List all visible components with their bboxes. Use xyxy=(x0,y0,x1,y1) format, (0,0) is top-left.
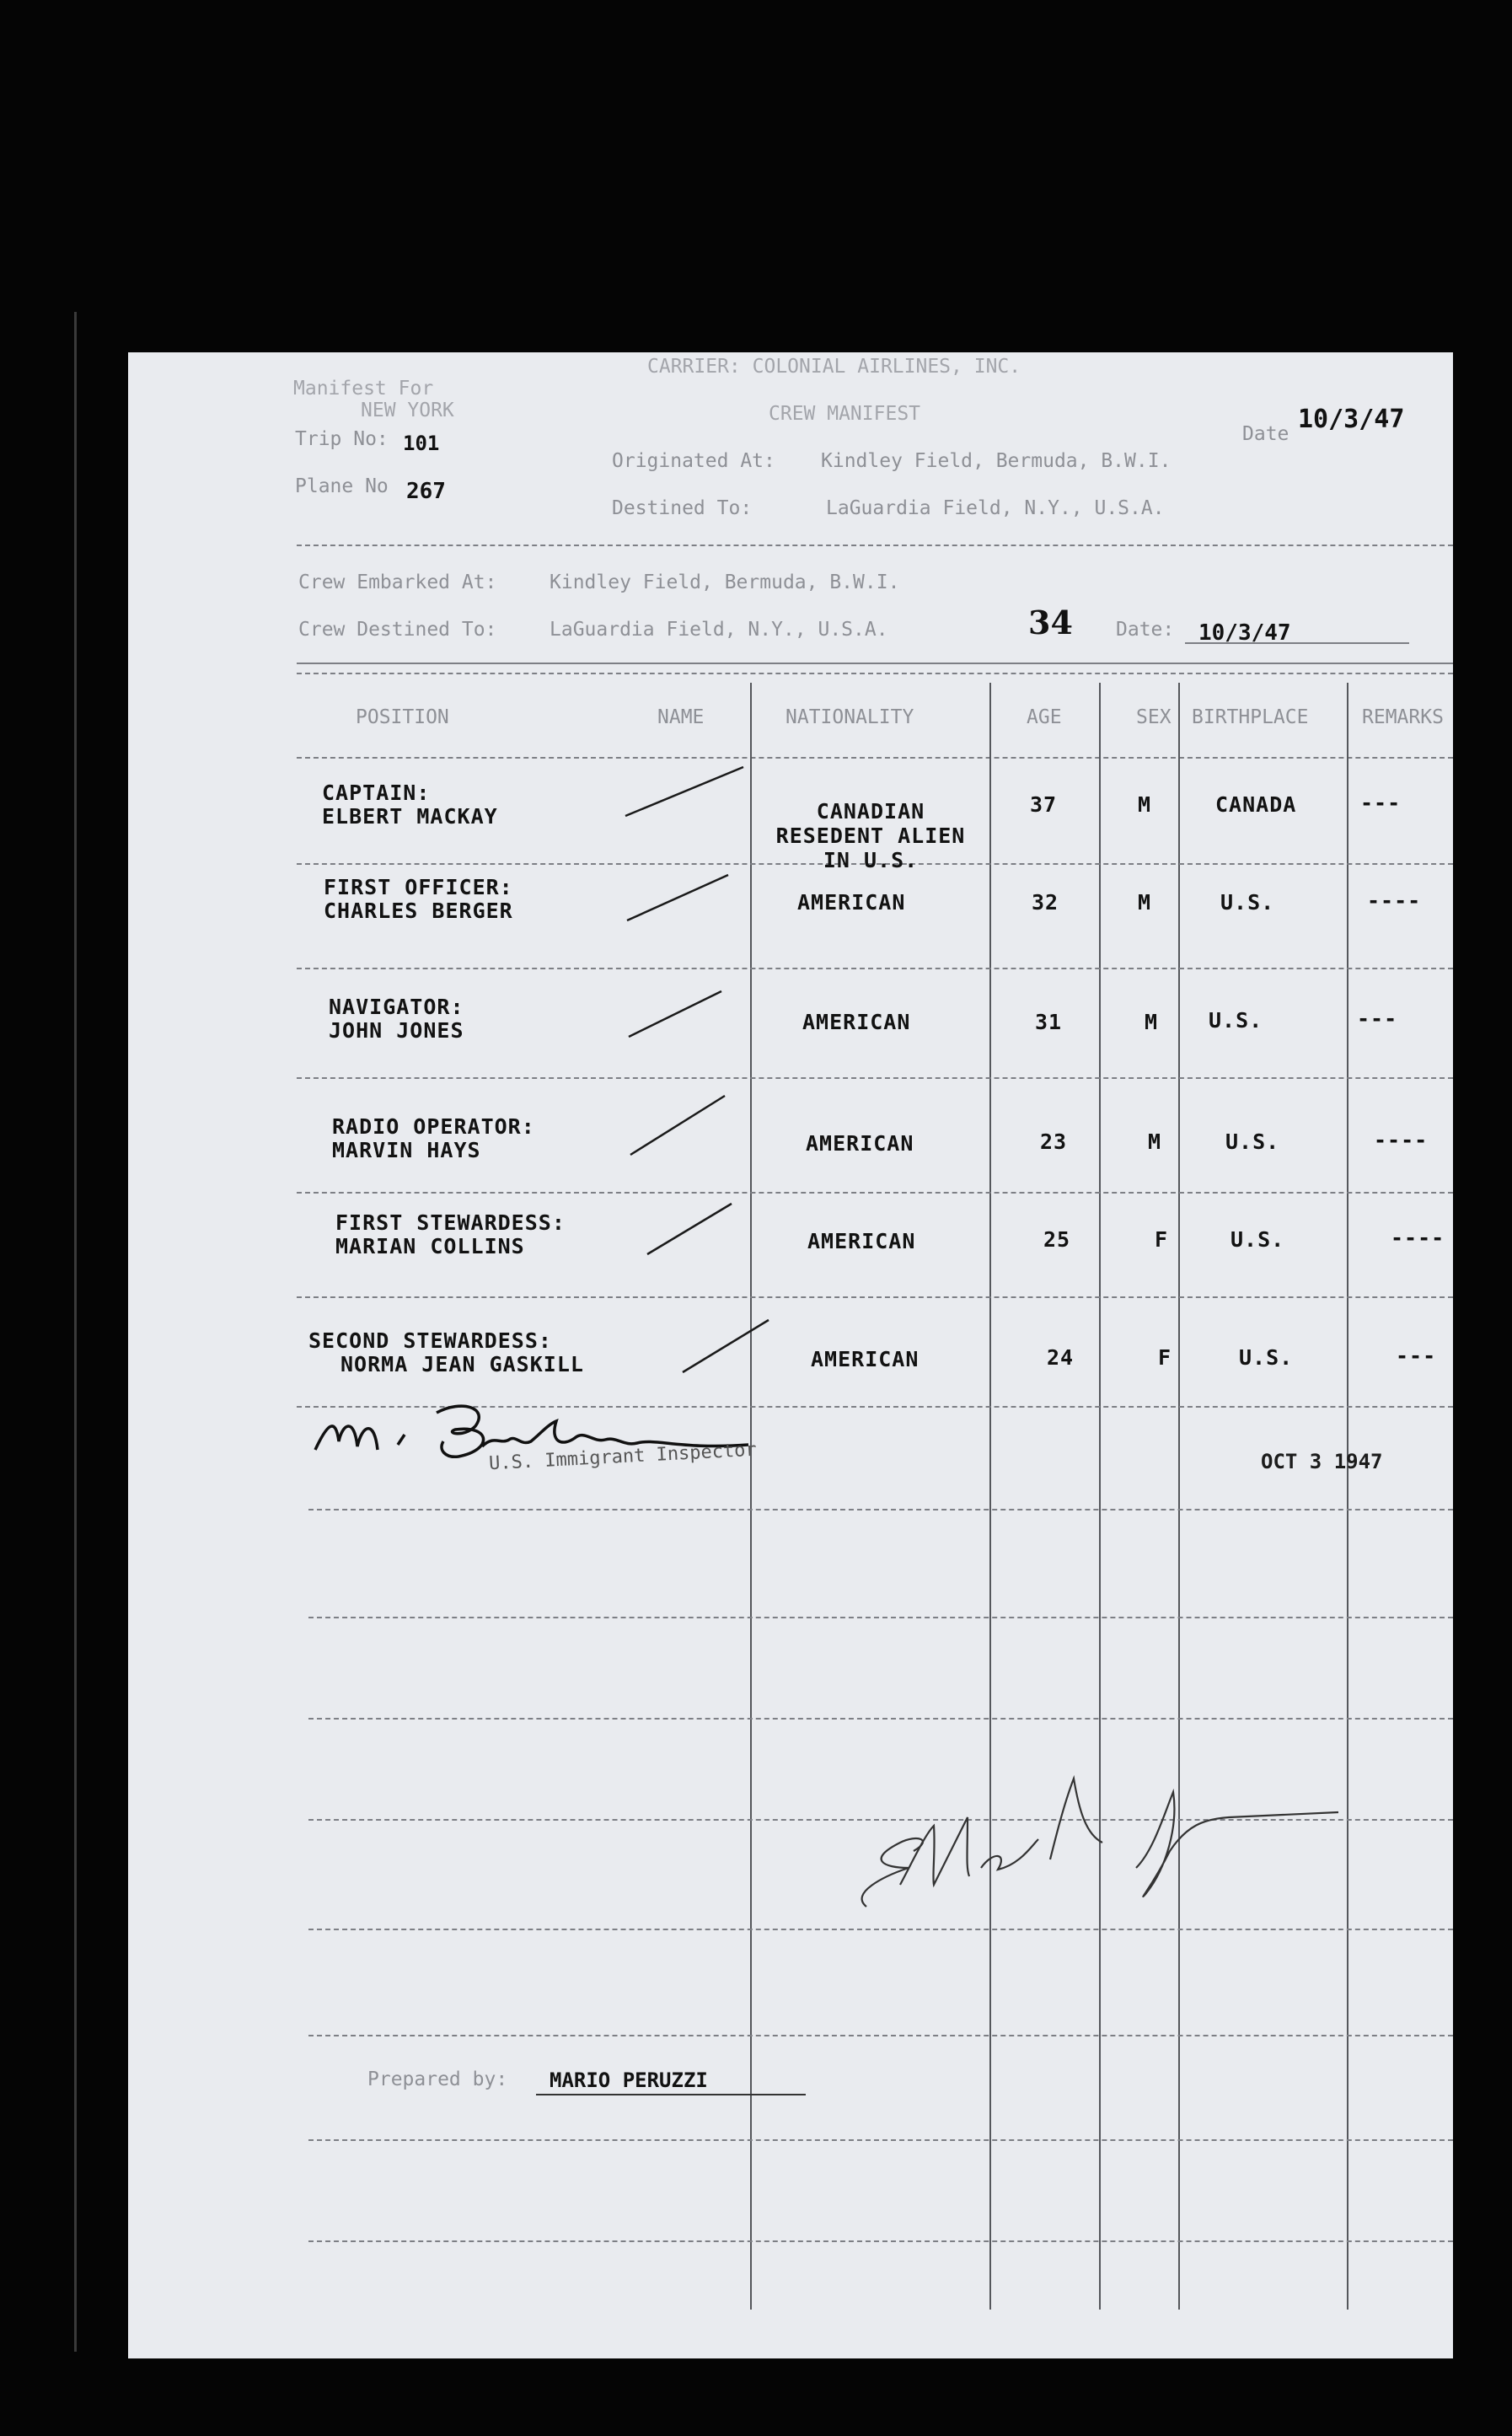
row-age: 32 xyxy=(1032,890,1059,915)
header-name: NAME xyxy=(657,706,705,728)
header-age: AGE xyxy=(1027,706,1062,728)
row-birthplace: CANADA xyxy=(1215,792,1297,817)
trip-no-label: Trip No: xyxy=(295,428,389,450)
row-name: ELBERT MACKAY xyxy=(322,804,498,829)
row-name: JOHN JONES xyxy=(329,1018,464,1043)
row-remarks: --- xyxy=(1396,1344,1437,1368)
row-divider xyxy=(308,2139,1453,2141)
header-position: POSITION xyxy=(356,706,449,728)
row-nationality: AMERICAN xyxy=(807,1229,916,1253)
crew-destined-label: Crew Destined To: xyxy=(298,619,497,641)
column-line-birthplace xyxy=(1347,683,1348,2310)
crew-date-value: 10/3/47 xyxy=(1198,620,1291,646)
row-nationality: AMERICAN xyxy=(806,1131,914,1156)
row-age: 24 xyxy=(1047,1345,1075,1370)
header-remarks: REMARKS xyxy=(1362,706,1444,728)
column-line-age xyxy=(1099,683,1101,2310)
manifest-for-label: Manifest For xyxy=(293,378,434,400)
row-position: SECOND STEWARDESS: xyxy=(308,1328,552,1353)
row-sex: M xyxy=(1138,890,1152,915)
date-label: Date xyxy=(1242,423,1289,445)
row-name: MARVIN HAYS xyxy=(332,1138,481,1162)
row-remarks: --- xyxy=(1360,791,1402,815)
row-remarks: ---- xyxy=(1374,1128,1429,1152)
row-age: 23 xyxy=(1040,1129,1068,1154)
row-sex: F xyxy=(1158,1345,1172,1370)
row-divider xyxy=(308,1718,1453,1720)
row-divider xyxy=(297,1296,1453,1298)
row-divider xyxy=(308,1617,1453,1618)
row-remarks: ---- xyxy=(1391,1226,1445,1250)
row-divider xyxy=(297,1077,1453,1079)
destined-value: LaGuardia Field, N.Y., U.S.A. xyxy=(826,497,1165,519)
row-sex: M xyxy=(1138,792,1152,817)
column-line-nationality xyxy=(989,683,991,2310)
row-nationality: AMERICAN xyxy=(811,1347,920,1371)
row-divider xyxy=(308,2240,1453,2242)
row-sex: M xyxy=(1145,1010,1159,1034)
row-nationality: AMERICAN xyxy=(802,1010,911,1034)
film-edge-line xyxy=(74,312,77,2352)
crew-embarked-label: Crew Embarked At: xyxy=(298,571,497,593)
originated-value: Kindley Field, Bermuda, B.W.I. xyxy=(821,450,1172,472)
row-sex: M xyxy=(1148,1129,1162,1154)
header-underline xyxy=(297,757,1453,759)
inspector-label: U.S. Immigrant Inspector xyxy=(488,1439,758,1475)
row-nationality: AMERICAN xyxy=(797,890,906,915)
row-sex: F xyxy=(1155,1227,1169,1252)
row-nationality: CANADIAN xyxy=(816,799,925,824)
manifest-for-value: NEW YORK xyxy=(361,400,454,421)
captain-signature xyxy=(833,1758,1372,1918)
crew-destined-value: LaGuardia Field, N.Y., U.S.A. xyxy=(550,619,888,641)
header-nationality: NATIONALITY xyxy=(785,706,914,728)
inspector-stamp-date: OCT 3 1947 xyxy=(1261,1450,1383,1473)
table-top-rule xyxy=(297,663,1453,664)
form-title: CREW MANIFEST xyxy=(769,403,921,425)
row-nationality-line3: IN U.S. xyxy=(823,848,919,872)
header-birthplace: BIRTHPLACE xyxy=(1192,706,1309,728)
check-marks xyxy=(617,749,769,1339)
carrier-line: CARRIER: COLONIAL AIRLINES, INC. xyxy=(647,356,1021,378)
row-remarks: ---- xyxy=(1367,888,1422,913)
row-name: NORMA JEAN GASKILL xyxy=(340,1352,584,1376)
row-age: 25 xyxy=(1043,1227,1071,1252)
row-age: 31 xyxy=(1035,1010,1063,1034)
row-position: FIRST OFFICER: xyxy=(324,875,513,899)
prepared-by-underline xyxy=(536,2094,806,2095)
row-age: 37 xyxy=(1030,792,1058,817)
row-birthplace: U.S. xyxy=(1220,890,1275,915)
crew-date-label: Date: xyxy=(1116,619,1175,641)
row-position: CAPTAIN: xyxy=(322,781,431,805)
check-mark xyxy=(676,1305,777,1381)
prepared-by-value: MARIO PERUZZI xyxy=(550,2068,708,2092)
column-line-sex xyxy=(1178,683,1180,2310)
originated-label: Originated At: xyxy=(612,450,775,472)
stamp-number: 34 xyxy=(1028,604,1073,641)
row-birthplace: U.S. xyxy=(1239,1345,1294,1370)
row-name: CHARLES BERGER xyxy=(324,899,513,923)
row-birthplace: U.S. xyxy=(1209,1008,1263,1033)
row-divider xyxy=(308,1509,1453,1510)
row-name: MARIAN COLLINS xyxy=(335,1234,525,1258)
row-birthplace: U.S. xyxy=(1225,1129,1280,1154)
row-position: NAVIGATOR: xyxy=(329,995,464,1019)
row-position: FIRST STEWARDESS: xyxy=(335,1210,566,1235)
header-divider xyxy=(297,545,1453,546)
row-birthplace: U.S. xyxy=(1231,1227,1285,1252)
date-value: 10/3/47 xyxy=(1298,405,1405,434)
row-nationality-line2: RESEDENT ALIEN xyxy=(775,824,966,848)
crew-embarked-value: Kindley Field, Bermuda, B.W.I. xyxy=(550,571,900,593)
destined-label: Destined To: xyxy=(612,497,753,519)
trip-no-value: 101 xyxy=(403,432,440,455)
plane-no-value: 267 xyxy=(406,479,446,504)
row-remarks: --- xyxy=(1357,1006,1398,1031)
table-top-rule-2 xyxy=(297,673,1453,674)
row-divider xyxy=(297,1192,1453,1194)
row-position: RADIO OPERATOR: xyxy=(332,1114,535,1139)
header-sex: SEX xyxy=(1136,706,1172,728)
prepared-by-label: Prepared by: xyxy=(367,2068,508,2090)
crew-date-underline xyxy=(1185,642,1409,644)
row-divider xyxy=(297,968,1453,969)
row-divider xyxy=(308,2035,1453,2036)
row-nationality-block xyxy=(752,799,989,872)
plane-no-label: Plane No xyxy=(295,475,389,497)
manifest-page xyxy=(128,352,1453,2358)
row-divider xyxy=(308,1929,1453,1930)
